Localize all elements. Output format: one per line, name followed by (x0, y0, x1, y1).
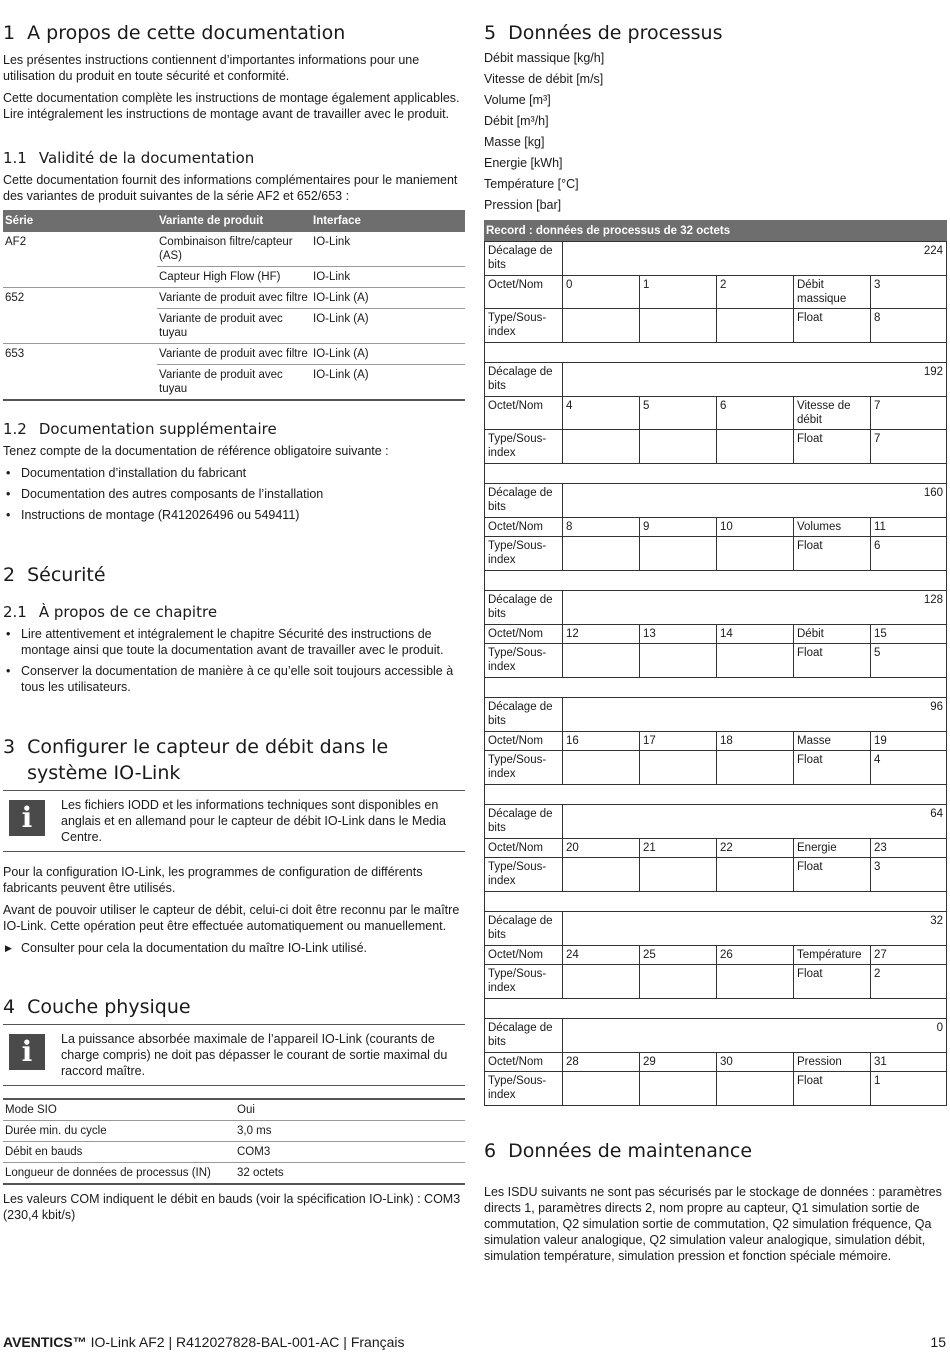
brand-name: AVENTICS™ (3, 1334, 87, 1350)
octet-cell: 23 (871, 839, 947, 858)
section-1-paragraph-2: Cette documentation complète les instructions de montage également applicables. Lire intégralement les instructions de montage avant de travailler avec le produit. (3, 91, 460, 121)
col-header-variante: Variante de produit (157, 210, 311, 232)
empty-cell (717, 1072, 794, 1106)
octet-cell: 16 (563, 732, 640, 751)
record-type-row (485, 858, 947, 892)
record-bits-row (485, 242, 947, 276)
action-step: ▶ Consulter pour cela la documentation du maître IO-Link utilisé. (3, 940, 465, 956)
list-item: • Conserver la documentation de manière à ce qu’elle soit toujours accessible à tous les utilisateurs. (3, 663, 465, 695)
empty-cell (563, 537, 640, 571)
record-octet-row (485, 518, 947, 537)
record-spacer-row (485, 678, 947, 698)
empty-cell (563, 1072, 640, 1106)
record-octet-row (485, 839, 947, 858)
record-spacer-row (485, 571, 947, 591)
record-label: Décalage de bits (485, 912, 563, 946)
empty-cell (717, 430, 794, 464)
record-octet-row (485, 397, 947, 430)
octet-cell: 21 (640, 839, 717, 858)
octet-cell: 15 (871, 625, 947, 644)
octet-name: Débit (794, 625, 871, 644)
empty-cell (640, 751, 717, 785)
process-data-list (484, 48, 946, 216)
list-item: Température [°C] (484, 177, 579, 191)
spacer-cell (485, 892, 947, 912)
subindex-cell: 5 (871, 644, 947, 678)
section-3-note: i Les fichiers IODD et les informations techniques sont disponibles en anglais et en allemand pour le capteur de débit IO-Link dans le Media Centre. (3, 790, 465, 852)
octet-cell: 24 (563, 946, 640, 965)
empty-cell (717, 309, 794, 343)
octet-cell: 18 (717, 732, 794, 751)
type-cell: Float (794, 430, 871, 464)
info-icon: i (9, 800, 45, 836)
octet-cell: 20 (563, 839, 640, 858)
section-1-heading: 1 A propos de cette documentation (3, 22, 346, 44)
octet-cell: 26 (717, 946, 794, 965)
record-octet-row (485, 276, 947, 309)
spacer-cell (485, 464, 947, 484)
record-spacer-row (485, 464, 947, 484)
table-row: 652 Variante de produit avec filtre IO-Link (A) (3, 288, 465, 309)
record-octet-row (485, 732, 947, 751)
list-item: Energie [kWh] (484, 156, 563, 170)
record-label: Octet/Nom (485, 732, 563, 751)
record-label: Octet/Nom (485, 946, 563, 965)
type-cell: Float (794, 1072, 871, 1106)
record-bits-row (485, 1019, 947, 1053)
octet-cell: 28 (563, 1053, 640, 1072)
record-bits-row (485, 484, 947, 518)
page-number: 15 (930, 1334, 946, 1350)
record-label: Octet/Nom (485, 625, 563, 644)
spacer-cell (485, 343, 947, 363)
table-row: 653 Variante de produit avec filtre IO-Link (A) (3, 344, 465, 365)
record-label: Décalage de bits (485, 242, 563, 276)
table-row: Débit en bauds COM3 (3, 1142, 465, 1163)
record-bits-row (485, 363, 947, 397)
section-4-paragraph: Les valeurs COM indiquent le débit en bauds (voir la spécification IO-Link) : COM3 (230,4 kbit/s) (3, 1192, 461, 1222)
record-label: Type/Sous-index (485, 858, 563, 892)
empty-cell (640, 965, 717, 999)
empty-cell (563, 965, 640, 999)
record-octet-row (485, 625, 947, 644)
section-1-2-list (3, 465, 465, 523)
octet-cell: 7 (871, 397, 947, 430)
octet-cell: 17 (640, 732, 717, 751)
octet-cell: 12 (563, 625, 640, 644)
bit-offset: 128 (563, 591, 947, 625)
table-row: Variante de produit avec tuyau IO-Link (A) (3, 365, 465, 401)
empty-cell (563, 644, 640, 678)
octet-cell: 4 (563, 397, 640, 430)
octet-cell: 8 (563, 518, 640, 537)
section-6-heading: 6 Données de maintenance (484, 1140, 753, 1162)
table-row: Capteur High Flow (HF) IO-Link (3, 267, 465, 288)
info-icon: i (9, 1034, 45, 1070)
list-item: Volume [m³] (484, 93, 551, 107)
type-cell: Float (794, 309, 871, 343)
section-5-heading: 5 Données de processus (484, 22, 723, 44)
record-label: Décalage de bits (485, 591, 563, 625)
type-cell: Float (794, 858, 871, 892)
record-label: Décalage de bits (485, 805, 563, 839)
section-1-1-heading: 1.1 Validité de la documentation (3, 149, 255, 167)
record-label: Octet/Nom (485, 518, 563, 537)
type-cell: Float (794, 537, 871, 571)
bit-offset: 96 (563, 698, 947, 732)
octet-name: Température (794, 946, 871, 965)
record-spacer-row (485, 892, 947, 912)
empty-cell (717, 751, 794, 785)
record-table-title: Record : données de processus de 32 octets (484, 220, 947, 241)
subindex-cell: 7 (871, 430, 947, 464)
subindex-cell: 8 (871, 309, 947, 343)
empty-cell (563, 858, 640, 892)
record-spacer-row (485, 343, 947, 363)
empty-cell (563, 751, 640, 785)
octet-name: Volumes (794, 518, 871, 537)
record-label: Décalage de bits (485, 1019, 563, 1053)
octet-name: Débit massique (794, 276, 871, 309)
octet-cell: 13 (640, 625, 717, 644)
table-row: Longueur de données de processus (IN) 32 octets (3, 1163, 465, 1185)
section-1-2-paragraph: Tenez compte de la documentation de référence obligatoire suivante : (3, 444, 389, 458)
octet-cell: 30 (717, 1053, 794, 1072)
section-4-heading: 4 Couche physique (3, 996, 191, 1018)
empty-cell (717, 644, 794, 678)
record-bits-row (485, 912, 947, 946)
bit-offset: 192 (563, 363, 947, 397)
section-1-paragraph-1: Les présentes instructions contiennent d’importantes informations pour une utilisation du produit en toute sécurité et conformité. (3, 53, 420, 83)
section-3-paragraph-1: Pour la configuration IO-Link, les programmes de configuration de différents fabricants peuvent être utilisés. (3, 865, 423, 895)
empty-cell (717, 965, 794, 999)
record-spacer-row (485, 785, 947, 805)
spacer-cell (485, 678, 947, 698)
footer-doc-info: AVENTICS™ IO-Link AF2 | R412027828-BAL-001-AC | Français (3, 1334, 405, 1350)
octet-cell: 0 (563, 276, 640, 309)
subindex-cell: 4 (871, 751, 947, 785)
octet-cell: 14 (717, 625, 794, 644)
record-label: Type/Sous-index (485, 537, 563, 571)
bit-offset: 0 (563, 1019, 947, 1053)
record-label: Décalage de bits (485, 484, 563, 518)
octet-cell: 19 (871, 732, 947, 751)
section-2-1-list (3, 626, 465, 695)
record-label: Type/Sous-index (485, 965, 563, 999)
table-row: Durée min. du cycle 3,0 ms (3, 1121, 465, 1142)
type-cell: Float (794, 751, 871, 785)
empty-cell (563, 430, 640, 464)
section-2-heading: 2 Sécurité (3, 564, 106, 586)
octet-cell: 3 (871, 276, 947, 309)
page-footer (3, 1334, 946, 1350)
empty-cell (717, 537, 794, 571)
subindex-cell: 2 (871, 965, 947, 999)
right-column (484, 20, 946, 1270)
octet-name: Masse (794, 732, 871, 751)
empty-cell (640, 1072, 717, 1106)
subindex-cell: 3 (871, 858, 947, 892)
list-item: Débit [m³/h] (484, 114, 549, 128)
empty-cell (640, 858, 717, 892)
spacer-cell (485, 571, 947, 591)
record-spacer-row (485, 999, 947, 1019)
record-type-row (485, 965, 947, 999)
col-header-serie: Série (3, 210, 157, 232)
record-type-row (485, 309, 947, 343)
section-2-1-heading: 2.1 À propos de ce chapitre (3, 603, 218, 621)
bit-offset: 224 (563, 242, 947, 276)
record-label: Octet/Nom (485, 397, 563, 430)
octet-cell: 27 (871, 946, 947, 965)
record-label: Décalage de bits (485, 698, 563, 732)
list-item: • Lire attentivement et intégralement le chapitre Sécurité des instructions de montage ainsi que toute la documentation avant de travailler avec le produit. (3, 626, 465, 658)
record-type-row (485, 1072, 947, 1106)
record-octet-row (485, 946, 947, 965)
subindex-cell: 1 (871, 1072, 947, 1106)
table-row: Variante de produit avec tuyau IO-Link (A) (3, 309, 465, 344)
col-header-interface: Interface (311, 210, 465, 232)
octet-cell: 9 (640, 518, 717, 537)
list-item: Masse [kg] (484, 135, 545, 149)
record-bits-row (485, 591, 947, 625)
section-3-paragraph-2: Avant de pouvoir utiliser le capteur de débit, celui-ci doit être reconnu par le maître IO-Link. Cette opération peut être effectuée automatiquement ou manuellement. (3, 903, 460, 933)
octet-cell: 29 (640, 1053, 717, 1072)
record-label: Décalage de bits (485, 363, 563, 397)
section-6-paragraph: Les ISDU suivants ne sont pas sécurisés par le stockage de données : paramètres directs 1, paramètres directs 2, nom propre au capteur, Q1 simulation sortie de commutation, Q2 simulation sortie de commutation, Q2 simulation fréquence, Qa simulation valeur analogique, Q2 simulation valeur analogique, simulation débit, simulation température, simulation pression et fonction spéciale mémoire. (484, 1185, 942, 1263)
record-octet-row (485, 1053, 947, 1072)
record-type-row (485, 644, 947, 678)
record-label: Type/Sous-index (485, 751, 563, 785)
record-type-row (485, 537, 947, 571)
record-type-row (485, 751, 947, 785)
record-label: Type/Sous-index (485, 1072, 563, 1106)
physical-layer-table (3, 1098, 465, 1185)
section-3-heading: 3 Configurer le capteur de débit dans le système IO-Link (3, 736, 389, 784)
octet-name: Vitesse de débit (794, 397, 871, 430)
record-label: Octet/Nom (485, 1053, 563, 1072)
variants-table-header (3, 210, 465, 232)
section-4-note: i La puissance absorbée maximale de l’appareil IO-Link (courants de charge compris) ne doit pas dépasser le courant de sortie maximal du raccord maître. (3, 1024, 465, 1086)
empty-cell (640, 644, 717, 678)
record-label: Octet/Nom (485, 839, 563, 858)
empty-cell (640, 537, 717, 571)
octet-cell: 6 (717, 397, 794, 430)
subindex-cell: 6 (871, 537, 947, 571)
octet-cell: 1 (640, 276, 717, 309)
spacer-cell (485, 785, 947, 805)
record-bits-row (485, 805, 947, 839)
list-item: • Documentation des autres composants de l’installation (3, 486, 465, 502)
left-column (3, 20, 465, 1229)
type-cell: Float (794, 644, 871, 678)
empty-cell (563, 309, 640, 343)
table-row: Mode SIO Oui (3, 1099, 465, 1121)
list-item: • Documentation d’installation du fabricant (3, 465, 465, 481)
octet-cell: 10 (717, 518, 794, 537)
octet-name: Pression (794, 1053, 871, 1072)
bit-offset: 160 (563, 484, 947, 518)
record-bits-row (485, 698, 947, 732)
spacer-cell (485, 999, 947, 1019)
variants-table (3, 210, 465, 401)
table-row: AF2 Combinaison filtre/capteur (AS) IO-Link (3, 232, 465, 267)
record-type-row (485, 430, 947, 464)
list-item: Pression [bar] (484, 198, 562, 212)
octet-cell: 22 (717, 839, 794, 858)
list-item: • Instructions de montage (R412026496 ou 549411) (3, 507, 465, 523)
section-1-1-paragraph: Cette documentation fournit des informations complémentaires pour le maniement des variantes de produit suivantes de la série AF2 et 652/653 : (3, 173, 458, 203)
empty-cell (640, 430, 717, 464)
type-cell: Float (794, 965, 871, 999)
record-table (484, 241, 947, 1106)
octet-cell: 31 (871, 1053, 947, 1072)
bit-offset: 32 (563, 912, 947, 946)
section-1-2-heading: 1.2 Documentation supplémentaire (3, 420, 277, 438)
octet-cell: 11 (871, 518, 947, 537)
octet-cell: 25 (640, 946, 717, 965)
octet-name: Energie (794, 839, 871, 858)
record-label: Octet/Nom (485, 276, 563, 309)
empty-cell (717, 858, 794, 892)
empty-cell (640, 309, 717, 343)
octet-cell: 2 (717, 276, 794, 309)
list-item: Débit massique [kg/h] (484, 51, 605, 65)
bit-offset: 64 (563, 805, 947, 839)
record-label: Type/Sous-index (485, 309, 563, 343)
record-label: Type/Sous-index (485, 644, 563, 678)
octet-cell: 5 (640, 397, 717, 430)
record-label: Type/Sous-index (485, 430, 563, 464)
list-item: Vitesse de débit [m/s] (484, 72, 604, 86)
